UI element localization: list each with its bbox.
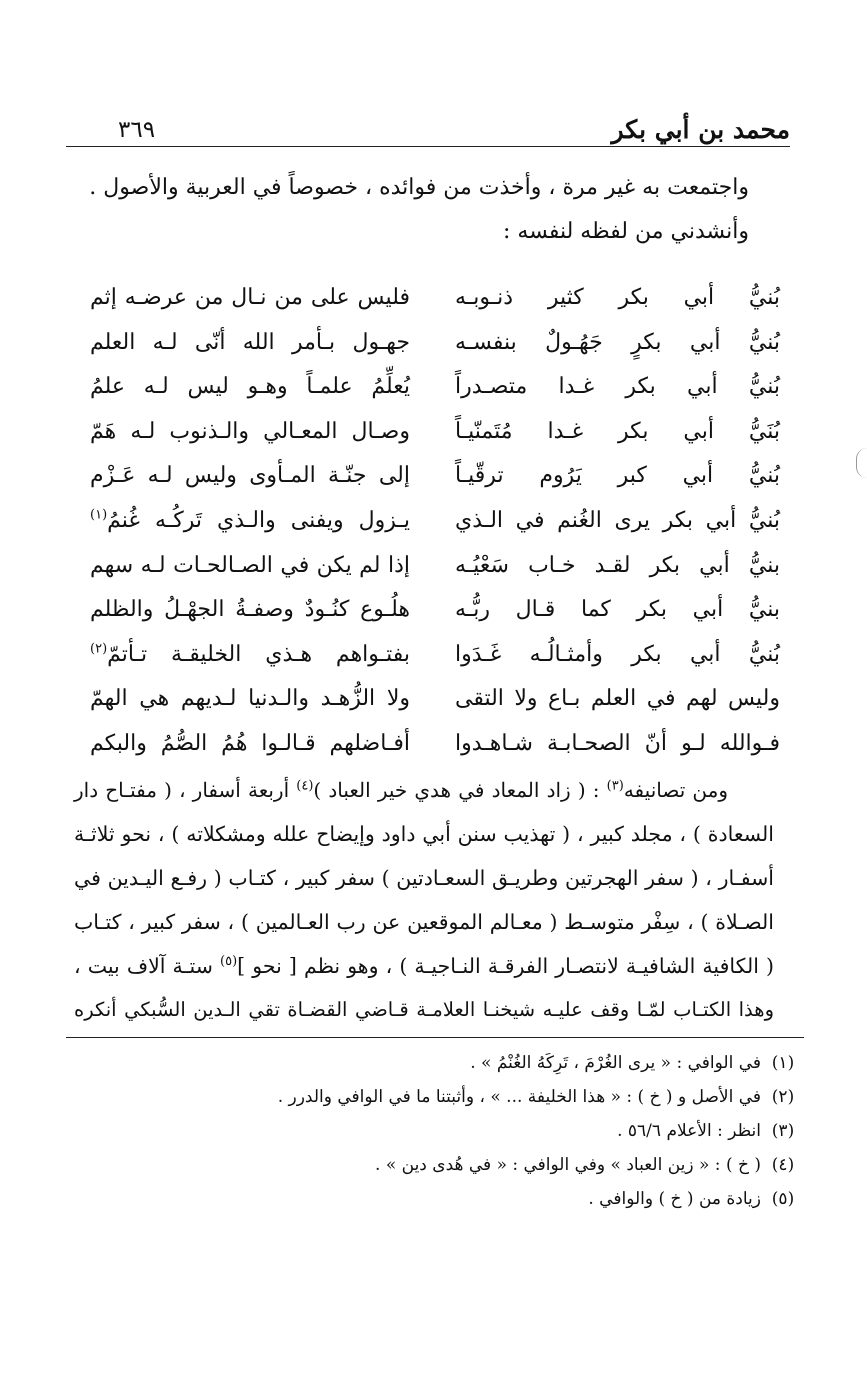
intro-line-1: واجتمعت به غير مرة ، وأخذت من فوائده ، خصوصاً في العربية والأصول . xyxy=(89,175,749,200)
verse-second-hemistich-text: يـزول ويفنى والـذي تَركُـه غُنمُ xyxy=(107,507,410,533)
verse-second-hemistich-text: إذا لم يكن في الصـالحـات لـه سهم xyxy=(90,552,410,578)
footnote-ref[interactable]: (٥) xyxy=(220,954,238,970)
verse-first-hemistich: بنيُّ أبي بكر لقـد خـاب سَعْيُـه xyxy=(455,552,780,578)
verse-first-hemistich: بُنَيُّ أبي بكر غـدا مُتَمنّيـاً xyxy=(455,418,780,444)
footnote-item xyxy=(65,1182,805,1216)
footnote-text: ( خ ) : « زين العباد » وفي الوافي : « في هُدى دين » . xyxy=(375,1155,761,1175)
footnote-ref[interactable]: (١) xyxy=(90,507,108,523)
poem-verse xyxy=(90,633,780,678)
verse-first-hemistich: بُنيُّ أبي كبر يَرُوم ترقّيـاً xyxy=(455,463,780,489)
verse-first-hemistich: بُنيُّ أبي بكرٍ جَهُـولٌ بنفسـه xyxy=(455,329,780,355)
verse-first-hemistich: بنيُّ أبي بكر كما قـال ربُّـه xyxy=(455,597,780,623)
poem-verse xyxy=(90,321,780,366)
poem-verse xyxy=(90,410,780,455)
poem-verse xyxy=(90,454,780,499)
running-title: محمد بن أبي بكر xyxy=(611,115,790,144)
footnotes xyxy=(65,1046,805,1216)
poem-verse xyxy=(90,677,780,722)
poem-verse xyxy=(90,588,780,633)
page-edge-mark xyxy=(856,448,867,478)
verse-first-hemistich: بُنيُّ أبي بكر يرى الغُنم في الـذي xyxy=(455,507,780,533)
poem-verse xyxy=(90,544,780,589)
poem-verse xyxy=(90,276,780,321)
verse-second-hemistich xyxy=(90,499,410,543)
poem-verse xyxy=(90,499,780,544)
verse-second-hemistich-text: بفتـواهم هـذي الخليقـة تـأتمّ xyxy=(107,641,410,667)
prose-line: السعادة ) ، مجلد كبير ، ( تهذيب سنن أبي داود وإيضاح علله ومشكلاته ) ، نحو ثلاثـة xyxy=(74,822,774,846)
footnote-text: انظر : الأعلام ٥٦/٦ . xyxy=(617,1121,761,1141)
prose-line: ( الكافية الشافيـة لانتصـار الفرقـة النـاجيـة ) ، وهو نظم [ نحو ]$^{(٥)}$ ستـة آلاف بيت ، xyxy=(74,954,774,978)
verse-second-hemistich-text: هلُـوع كنُـودٌ وصفـةُ الجهْـلُ والظلم xyxy=(90,597,410,623)
footnote-number: (٣) xyxy=(771,1121,795,1141)
verse-first-hemistich: وليس لهم في العلم بـاع ولا التقى xyxy=(455,686,780,712)
footnote-number: (٢) xyxy=(771,1087,795,1107)
page-number: ٣٦٩ xyxy=(118,117,156,143)
verse-second-hemistich-text: إلى جنّـة المـأوى وليس لـه عَـزْم xyxy=(90,463,410,489)
verse-second-hemistich-text: وصـال المعـالي والـذنوب لـه هَمّ xyxy=(90,418,410,444)
footnote-ref[interactable]: (٢) xyxy=(90,641,108,657)
verse-first-hemistich: فـوالله لـو أنّ الصحـابـة شـاهـدوا xyxy=(455,730,780,756)
verse-second-hemistich xyxy=(90,365,410,409)
prose-line: ومن تصانيفه$^{(٣)}$ : ( زاد المعاد في هدي خير العباد )$^{(٤)}$ أربعة أسفار ، ( مفتـاح دار xyxy=(74,778,728,802)
prose-line: الصـلاة ) ، سِفْر متوسـط ( معـالم الموقعين عن رب العـالمين ) ، سفر كبير ، كتـاب xyxy=(74,910,774,934)
poem xyxy=(90,276,780,767)
verse-second-hemistich-text: ولا الزُّهـد والـدنيا لـديهم هي الهمّ xyxy=(90,686,410,712)
verse-second-hemistich xyxy=(90,633,410,677)
footnote-number: (٥) xyxy=(771,1189,795,1209)
verse-second-hemistich xyxy=(90,588,410,632)
verse-second-hemistich xyxy=(90,410,410,454)
poem-verse xyxy=(90,722,780,767)
verse-first-hemistich: بُنيُّ أبي بكر وأمثـالُـه غَـدَوا xyxy=(455,641,780,667)
prose-line: وهذا الكتـاب لمّـا وقف عليـه شيخنـا العلامـة قـاضي القضـاة تقي الـدين السُّبكي أنكره xyxy=(74,998,774,1021)
verse-second-hemistich-text: جهـول بـأمر الله أنّى لـه العلم xyxy=(90,329,410,355)
prose-line: أسفـار ، ( سفر الهجرتين وطريـق السعـادتين ) سفر كبير ، كتـاب ( رفـع اليـدين في xyxy=(74,866,774,890)
footnote-ref[interactable]: (٤) xyxy=(296,778,314,794)
verse-second-hemistich xyxy=(90,454,410,498)
footnote-item xyxy=(65,1080,805,1114)
footnote-item xyxy=(65,1046,805,1080)
footnote-rule xyxy=(66,1037,804,1038)
footnote-text: زيادة من ( خ ) والوافي . xyxy=(588,1189,761,1209)
prose-paragraph xyxy=(74,768,774,1032)
footnote-ref[interactable]: (٣) xyxy=(606,778,624,794)
verse-second-hemistich xyxy=(90,321,410,365)
footnote-item xyxy=(65,1148,805,1182)
footnote-number: (١) xyxy=(771,1053,795,1073)
intro-line-2: وأنشدني من لفظه لنفسه : xyxy=(503,219,749,244)
verse-second-hemistich xyxy=(90,722,410,766)
verse-second-hemistich xyxy=(90,544,410,588)
header-rule xyxy=(66,146,790,147)
verse-first-hemistich: بُنيُّ أبي بكر غـدا متصـدراً xyxy=(455,374,780,400)
verse-second-hemistich-text: فليس على من نـال من عرضـه إثم xyxy=(90,285,410,310)
footnote-text: في الأصل و ( خ ) : « هذا الخليفة ... » ، وأثبتنا ما في الوافي والدرر . xyxy=(277,1087,761,1107)
verse-second-hemistich xyxy=(90,677,410,721)
footnote-text: في الوافي : « يرى الغُرْمَ ، تَرِكَهُ الغُنْمُ » . xyxy=(470,1053,761,1073)
footnote-number: (٤) xyxy=(771,1155,795,1175)
poem-verse xyxy=(90,365,780,410)
footnote-item xyxy=(65,1114,805,1148)
verse-second-hemistich-text: أفـاضلهم قـالـوا هُمُ الصُّمُ والبكم xyxy=(90,730,410,756)
verse-first-hemistich: بُنيُّ أبي بكر كثير ذنـوبـه xyxy=(455,285,780,310)
verse-second-hemistich xyxy=(90,276,410,320)
verse-second-hemistich-text: يُعلِّمُ علمـاً وهـو ليس لـه علمُ xyxy=(90,374,410,400)
